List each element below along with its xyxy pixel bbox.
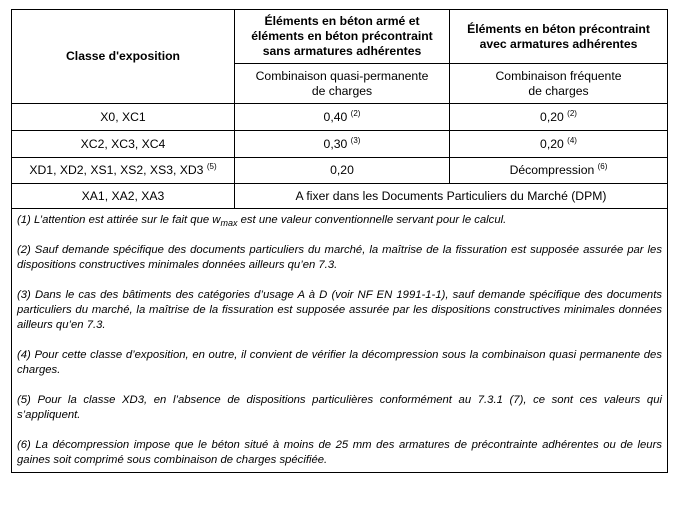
- header-prestressed-concrete: Éléments en béton précontraint avec armatures adhérentes: [450, 10, 668, 64]
- combination-frequent: [450, 64, 668, 104]
- row-value-2-note: (6): [597, 162, 608, 171]
- note-1: [17, 213, 662, 228]
- row-value-1-text: 0,20: [330, 163, 354, 177]
- combination-frequent-line1: Combinaison fréquente: [495, 68, 622, 83]
- combination-quasi-permanent-line1: Combinaison quasi-permanente: [255, 68, 429, 83]
- row-value-1-note: (3): [350, 135, 361, 145]
- combination-frequent-line2: de charges: [528, 83, 589, 98]
- table-row: [12, 184, 668, 209]
- combination-quasi-permanent: [235, 64, 450, 104]
- row-value-2: [450, 158, 668, 184]
- header-exposure-class: Classe d'exposition: [12, 10, 235, 104]
- row-value-2-note: (4): [567, 135, 577, 145]
- row-class: XA1, XA2, XA3: [12, 184, 235, 209]
- table-row: [12, 158, 668, 184]
- row-value-1-text: 0,40: [323, 109, 348, 124]
- row-value-2-text: 0,20: [540, 136, 564, 151]
- row-value-2: [450, 131, 668, 158]
- row-value-2-note: (2): [567, 108, 577, 118]
- note-4: (4) Pour cette classe d’exposition, en outre, il convient de vérifier la décompression sous la combinaison quasi permanente des charges.: [17, 349, 662, 376]
- row-value-1-note: (2): [350, 108, 361, 118]
- note-3: (3) Dans le cas des bâtiments des catégories d’usage A à D (voir NF EN 1991-1-1), sauf demande spécifique des documents particuliers du marché, la maîtrise de la fissuration est supposée assurée par les dispositions constructives minimales données ailleurs qu’en 7.3.: [17, 289, 662, 331]
- header-reinforced-concrete: Éléments en béton armé et éléments en béton précontraint sans armatures adhérentes: [235, 10, 450, 64]
- note-1-subscript: max: [220, 218, 238, 228]
- exposure-class-table: [11, 9, 668, 473]
- row-value-2-text: 0,20: [540, 109, 564, 124]
- row-class-text: XC2, XC3, XC4: [80, 136, 166, 151]
- note-6: (6) La décompression impose que le béton situé à moins de 25 mm des armatures de précontrainte adhérentes ou de leurs gaines soit comprimé sous combinaison de charges spécifiée.: [17, 439, 662, 466]
- table-row: [12, 104, 668, 131]
- row-value-1: [235, 104, 450, 131]
- row-class: [12, 158, 235, 184]
- row-class: [12, 131, 235, 158]
- notes-cell: [12, 209, 668, 473]
- header-row: [12, 10, 668, 64]
- merged-value: A fixer dans les Documents Particuliers du Marché (DPM): [235, 184, 668, 209]
- table-row: [12, 131, 668, 158]
- combination-quasi-permanent-line2: de charges: [311, 83, 373, 98]
- row-class-text: XD1, XD2, XS1, XS2, XS3, XD3: [29, 163, 204, 177]
- note-5: (5) Pour la classe XD3, en l’absence de dispositions particulières conformément au 7.3.1 (7), ce sont ces valeurs qui s’appliquent.: [17, 394, 662, 421]
- row-value-1: [235, 131, 450, 158]
- row-class: [12, 104, 235, 131]
- notes-row: [12, 209, 668, 473]
- row-class-text: X0, XC1: [100, 109, 146, 124]
- row-value-1: [235, 158, 450, 184]
- row-value-1-text: 0,30: [323, 136, 348, 151]
- row-value-2: [450, 104, 668, 131]
- note-1-text-end: est une valeur conventionnelle servant pour le calcul.: [237, 214, 507, 226]
- row-value-2-text: Décompression: [509, 163, 595, 177]
- note-1-text: (1) L’attention est attirée sur le fait que w: [17, 214, 221, 226]
- row-class-note: (5): [206, 162, 217, 171]
- note-2: (2) Sauf demande spécifique des documents particuliers du marché, la maîtrise de la fissuration est supposée assurée par les dispositions constructives minimales données ailleurs qu’en 7.3.: [17, 244, 662, 271]
